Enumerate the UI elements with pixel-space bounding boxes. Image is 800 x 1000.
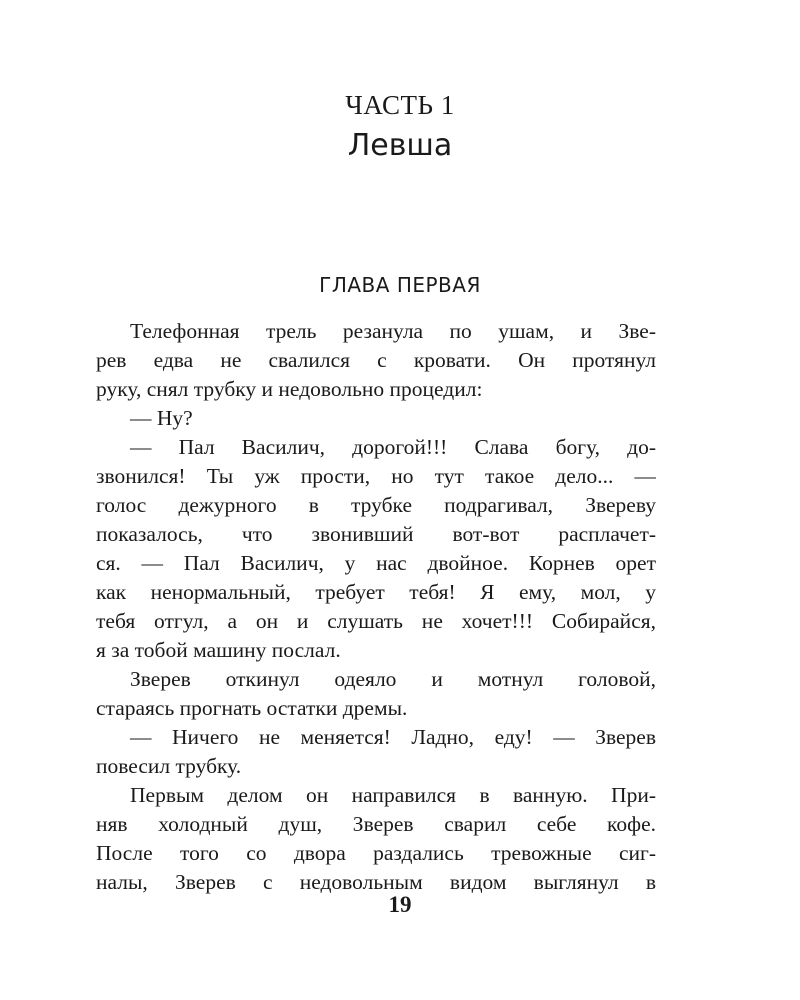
part-title: Левша bbox=[347, 128, 453, 163]
text-line: тебя отгул, а он и слушать не хочет!!! Собирайся, bbox=[96, 609, 656, 633]
body-text bbox=[96, 317, 656, 897]
text-line: — Пал Василич, дорогой!!! Слава богу, до- bbox=[130, 435, 656, 459]
text-line: повесил трубку. bbox=[96, 754, 242, 778]
part-label: ЧАСТЬ 1 bbox=[345, 90, 455, 120]
text-line: Зверев откинул одеяло и мотнул головой, bbox=[130, 667, 656, 691]
text-line: звонился! Ты уж прости, но тут такое дело... — bbox=[96, 464, 656, 488]
page-number: 19 bbox=[388, 892, 412, 917]
text-line: руку, снял трубку и недовольно процедил: bbox=[96, 377, 483, 401]
text-line: После того со двора раздались тревожные сиг- bbox=[96, 841, 656, 865]
text-line: — Ничего не меняется! Ладно, еду! — Зверев bbox=[130, 725, 656, 749]
text-line: как ненормальный, требует тебя! Я ему, мол, у bbox=[96, 580, 656, 604]
text-line: я за тобой машину послал. bbox=[96, 638, 341, 662]
text-line: ся. — Пал Василич, у нас двойное. Корнев орет bbox=[96, 551, 656, 575]
text-line: — Ну? bbox=[130, 406, 193, 430]
text-line: показалось, что звонивший вот-вот расплачет- bbox=[96, 522, 656, 546]
text-line: рев едва не свалился с кровати. Он протянул bbox=[96, 348, 656, 372]
chapter-title: ГЛАВА ПЕРВАЯ bbox=[319, 273, 481, 297]
text-line: налы, Зверев с недовольным видом выглянул в bbox=[96, 870, 656, 894]
text-line: голос дежурного в трубке подрагивал, Звереву bbox=[96, 493, 656, 517]
text-line: Телефонная трель резанула по ушам, и Зве- bbox=[130, 319, 656, 343]
text-line: Первым делом он направился в ванную. При- bbox=[130, 783, 656, 807]
text-line: няв холодный душ, Зверев сварил себе кофе. bbox=[96, 812, 656, 836]
text-line: стараясь прогнать остатки дремы. bbox=[96, 696, 408, 720]
